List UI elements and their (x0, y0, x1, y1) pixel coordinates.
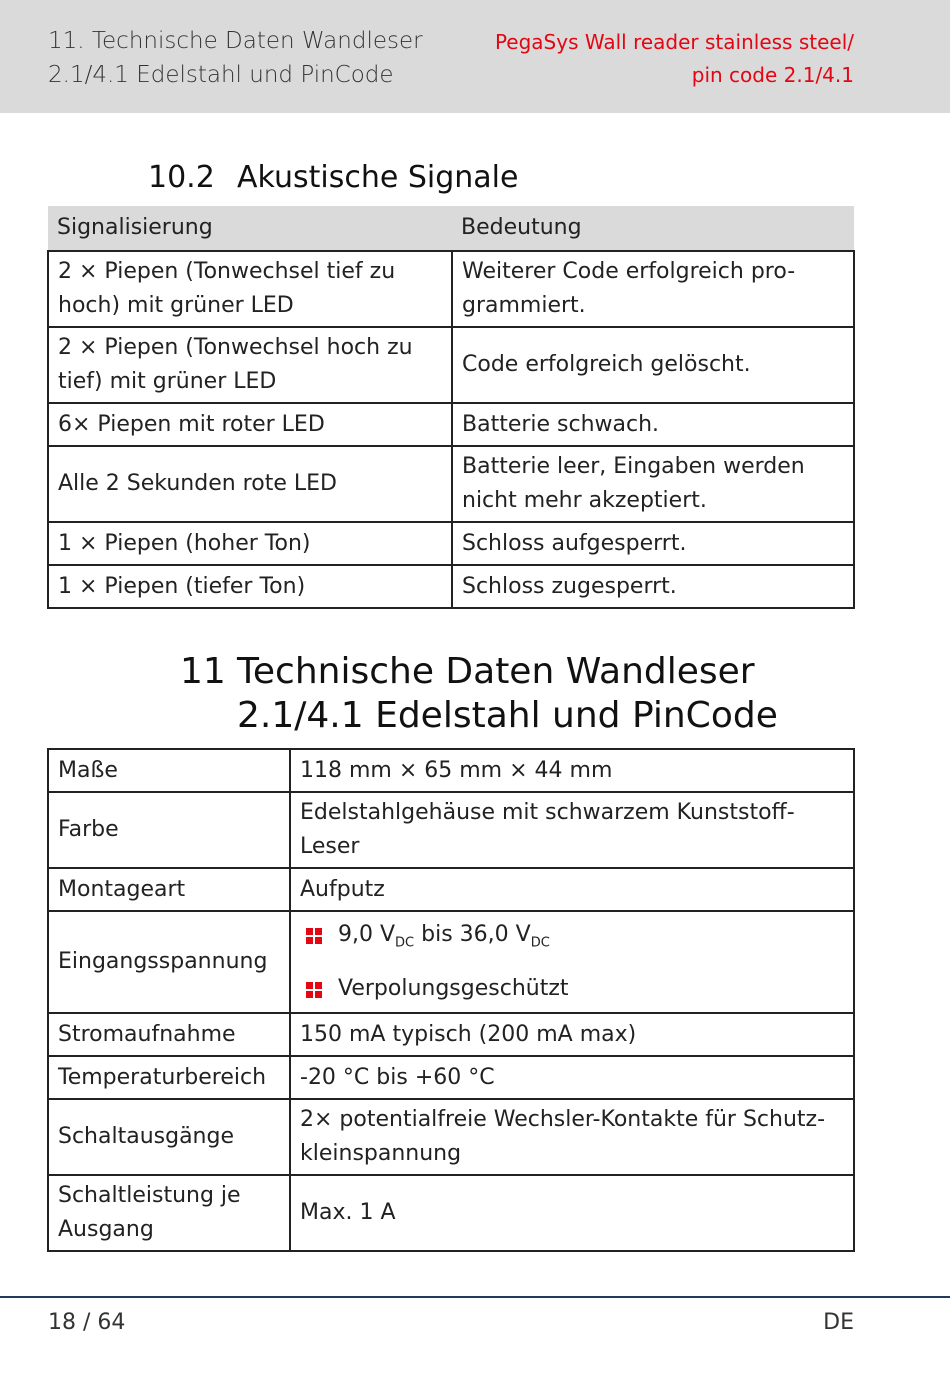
page-header (0, 0, 950, 113)
column-header: Signalisierung (48, 206, 452, 251)
header-product-line2: pin code 2.1/4.1 (691, 63, 854, 87)
voltage-unit-subscript: DC (530, 935, 550, 951)
spec-label: Montageart (48, 868, 290, 911)
spec-value: Max. 1 A (290, 1175, 854, 1251)
spec-value (290, 911, 854, 1013)
header-product (495, 26, 854, 92)
header-product-line1: PegaSys Wall reader stainless steel/ (494, 30, 854, 54)
table-row (48, 446, 854, 522)
list-item (300, 966, 844, 1012)
section-title (237, 650, 778, 738)
bullet-square-icon (306, 928, 322, 944)
section-title-line1: Technische Daten Wandleser (237, 651, 755, 692)
spec-value: 118 mm × 65 mm × 44 mm (290, 749, 854, 792)
table-header-row (48, 206, 854, 251)
meaning-cell: Weiterer Code erfolgreich pro-grammiert. (452, 251, 854, 327)
signal-cell: 6× Piepen mit roter LED (48, 403, 452, 446)
table-row (48, 1013, 854, 1056)
table-row (48, 522, 854, 565)
voltage-unit-subscript: DC (395, 935, 415, 951)
voltage-max: bis 36,0 V (414, 922, 531, 947)
language-code: DE (823, 1310, 854, 1335)
table-row (48, 327, 854, 403)
section-heading-signals (148, 158, 518, 198)
signal-cell: Alle 2 Sekunden rote LED (48, 446, 452, 522)
spec-label: Schaltausgänge (48, 1099, 290, 1175)
spec-label: Schaltleistung je Ausgang (48, 1175, 290, 1251)
table-row (48, 792, 854, 868)
bullet-square-icon (306, 982, 322, 998)
table-row (48, 868, 854, 911)
meaning-cell: Batterie schwach. (452, 403, 854, 446)
footer-divider (0, 1296, 950, 1298)
header-chapter-line2: 2.1/4.1 Edelstahl und PinCode (48, 62, 394, 88)
specs-table (47, 748, 855, 1252)
signal-cell: 2 × Piepen (Tonwechsel hoch zu tief) mit grüner LED (48, 327, 452, 403)
spec-value: 2× potentialfreie Wechsler-Kontakte für Schutz-kleinspannung (290, 1099, 854, 1175)
table-row (48, 565, 854, 608)
header-chapter (48, 24, 423, 92)
spec-label: Farbe (48, 792, 290, 868)
spec-label: Stromaufnahme (48, 1013, 290, 1056)
column-header: Bedeutung (452, 206, 854, 251)
spec-label: Temperaturbereich (48, 1056, 290, 1099)
spec-label: Maße (48, 749, 290, 792)
section-number: 10.2 (148, 160, 215, 195)
table-row (48, 251, 854, 327)
signal-cell: 1 × Piepen (tiefer Ton) (48, 565, 452, 608)
list-item (300, 912, 844, 966)
signal-cell: 2 × Piepen (Tonwechsel tief zu hoch) mit grüner LED (48, 251, 452, 327)
signal-cell: 1 × Piepen (hoher Ton) (48, 522, 452, 565)
header-chapter-line1: 11. Technische Daten Wandleser (48, 28, 423, 54)
table-row (48, 911, 854, 1013)
bullet-list (300, 912, 844, 1012)
section-title: Akustische Signale (237, 160, 519, 195)
section-title-line2: 2.1/4.1 Edelstahl und PinCode (237, 695, 778, 736)
polarity-protection: Verpolungsgeschützt (338, 976, 569, 1002)
meaning-cell: Schloss zugesperrt. (452, 565, 854, 608)
spec-value: -20 °C bis +60 °C (290, 1056, 854, 1099)
meaning-cell: Code erfolgreich gelöscht. (452, 327, 854, 403)
table-row (48, 1175, 854, 1251)
spec-value: Edelstahlgehäuse mit schwarzem Kunststoff-Leser (290, 792, 854, 868)
voltage-min: 9,0 V (338, 922, 396, 947)
table-row (48, 749, 854, 792)
spec-label: Eingangsspannung (48, 911, 290, 1013)
table-row (48, 1099, 854, 1175)
section-number: 11 (180, 651, 226, 692)
meaning-cell: Schloss aufgesperrt. (452, 522, 854, 565)
signals-table (47, 206, 855, 609)
spec-value: 150 mA typisch (200 mA max) (290, 1013, 854, 1056)
page-number: 18 / 64 (48, 1310, 126, 1335)
table-row (48, 403, 854, 446)
meaning-cell: Batterie leer, Eingaben werden nicht mehr akzeptiert. (452, 446, 854, 522)
spec-value: Aufputz (290, 868, 854, 911)
table-row (48, 1056, 854, 1099)
